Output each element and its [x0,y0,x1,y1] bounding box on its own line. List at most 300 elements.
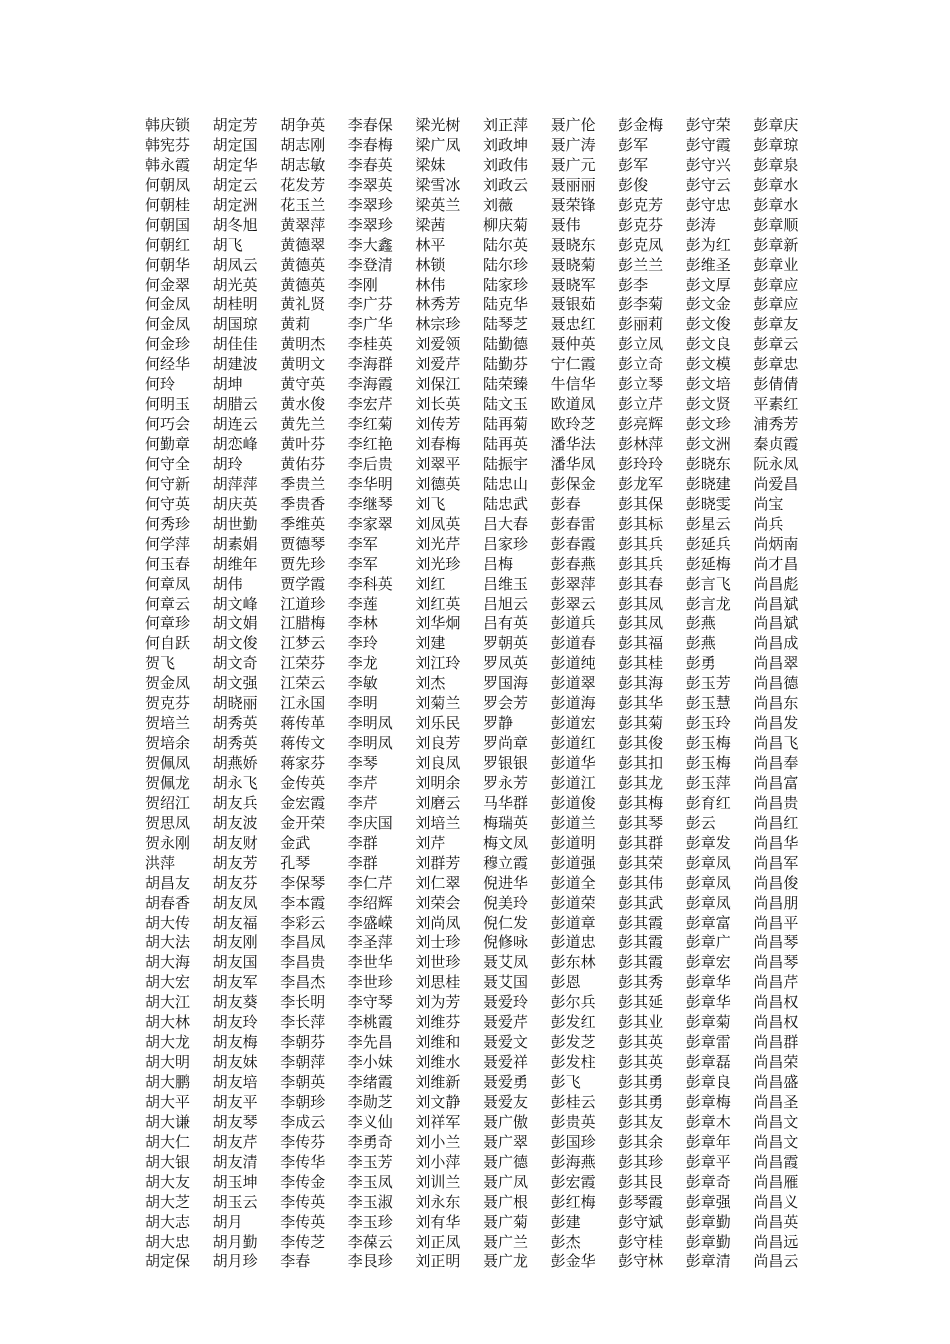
name-cell: 刘尚凤 [415,913,461,932]
name-cell: 何秀珍 [145,514,191,533]
name-cell: 林伟 [415,275,446,294]
name-cell: 尚昌发 [753,714,799,733]
name-cell: 罗朝英 [482,634,528,653]
name-cell: 彭文良 [685,335,731,354]
name-cell: 何朝华 [145,255,191,274]
name-cell: 李世珍 [347,973,393,992]
name-cell: 黄翠萍 [280,215,326,234]
name-cell: 彭其延 [618,993,664,1012]
name-cell: 尚昌云 [753,1252,799,1271]
name-cell: 彭其菊 [618,714,664,733]
name-cell: 彭章华 [685,993,731,1012]
name-cell: 彭飞 [550,1073,581,1091]
name-cell: 彭道强 [550,853,596,872]
name-cell: 彭章应 [753,275,799,294]
name-cell: 李绪霞 [347,1073,393,1091]
name-cell: 贺培余 [145,734,191,753]
name-cell: 聂广凤 [482,1172,528,1191]
name-cell: 胡昌友 [145,873,191,892]
name-cell: 陆勤德 [482,335,528,354]
name-cell: 胡定云 [212,175,258,194]
name-cell: 尚昌彪 [753,574,799,593]
name-cell: 李宏芹 [347,395,393,414]
name-cell: 聂晓东 [550,235,596,254]
name-cell: 彭其霞 [618,953,664,972]
name-cell: 刘维芬 [415,1013,461,1032]
name-cell: 李刚 [347,275,378,294]
name-cell: 梁妹 [415,155,446,174]
name-cell: 彭章琼 [753,135,799,154]
name-cell: 穆立霞 [482,853,528,872]
name-cell: 李明 [347,694,378,713]
name-cell: 李传华 [280,1152,326,1171]
name-cell: 吕维玉 [482,574,528,593]
name-cell: 黄先兰 [280,415,326,434]
name-cell: 聂爱文 [482,1033,528,1052]
name-grid [145,116,825,1272]
name-cell: 李继琴 [347,494,393,513]
name-cell: 李先昌 [347,1033,393,1052]
name-cell: 尚昌翠 [753,654,799,673]
name-cell: 彭立奇 [618,355,664,374]
name-cell: 胡友清 [212,1152,258,1171]
name-cell: 胡素娟 [212,534,258,553]
name-cell: 胡飞 [212,235,243,254]
name-cell: 蒋传文 [280,734,326,753]
name-cell: 彭维圣 [685,255,731,274]
name-cell: 刘有华 [415,1212,461,1231]
name-cell: 胡志刚 [280,135,326,154]
name-cell: 彭勇 [685,654,716,673]
name-cell: 何玲 [145,375,176,394]
name-cell: 罗静 [482,714,513,733]
name-cell: 彭守云 [685,175,731,194]
name-cell: 彭云 [685,813,716,832]
name-cell: 刘建 [415,634,446,653]
name-cell: 刘薇 [482,195,513,214]
name-cell: 林锁 [415,255,446,274]
name-cell: 刘华炯 [415,614,461,633]
name-cell: 彭恩 [550,973,581,992]
name-cell: 陆文玉 [482,395,528,414]
name-cell: 聂仲英 [550,335,596,354]
name-cell: 李明凤 [347,714,393,733]
name-cell: 胡大林 [145,1013,191,1032]
name-cell: 林秀芳 [415,295,461,314]
name-cell: 彭文洲 [685,435,731,453]
name-cell: 胡恋峰 [212,435,258,453]
name-cell: 彭晓建 [685,474,731,493]
name-cell: 彭其梅 [618,793,664,812]
name-cell: 黄明杰 [280,335,326,354]
name-cell: 贺佩凤 [145,754,191,772]
name-cell: 何经华 [145,355,191,374]
name-cell: 彭其华 [618,694,664,713]
name-cell: 何金珍 [145,335,191,354]
name-cell: 李军 [347,534,378,553]
name-cell: 李传芬 [280,1132,326,1151]
name-cell: 胡友波 [212,813,258,832]
name-cell: 陆振宇 [482,454,528,473]
name-cell: 蒋传革 [280,714,326,733]
name-cell: 胡春香 [145,893,191,912]
name-cell: 彭红梅 [550,1192,596,1211]
name-cell: 聂广伦 [550,116,596,134]
name-cell: 李春梅 [347,135,393,154]
name-cell: 刘长英 [415,395,461,414]
name-cell: 何章云 [145,594,191,613]
name-cell: 何明玉 [145,395,191,414]
name-cell: 尚昌权 [753,1013,799,1032]
name-cell: 李广芬 [347,295,393,314]
name-cell: 尚昌雁 [753,1172,799,1191]
name-cell: 胡争英 [280,116,326,134]
name-cell: 刘小兰 [415,1132,461,1151]
name-cell: 胡庆英 [212,494,258,513]
name-cell: 刘杰 [415,674,446,693]
name-cell: 彭兰兰 [618,255,664,274]
name-cell: 彭章清 [685,1252,731,1271]
name-cell: 彭克芬 [618,215,664,234]
name-cell: 聂爱芹 [482,1013,528,1032]
name-cell: 贺思凤 [145,813,191,832]
name-cell: 洪萍 [145,853,176,872]
name-cell: 陆荣臻 [482,375,528,394]
name-cell: 何金凤 [145,295,191,314]
name-cell: 黄守英 [280,375,326,394]
name-cell: 尚昌贵 [753,793,799,812]
name-cell: 何朝凤 [145,175,191,194]
name-cell: 彭章应 [753,295,799,314]
name-cell: 何朝桂 [145,195,191,214]
name-cell: 刘芹 [415,833,446,852]
name-cell: 贺金凤 [145,674,191,693]
name-cell: 彭军 [618,135,649,154]
name-cell: 李长萍 [280,1013,326,1032]
name-cell: 彭章忠 [753,355,799,374]
name-cell: 尚昌琴 [753,933,799,952]
name-cell: 黄德翠 [280,235,326,254]
name-cell: 胡文娟 [212,614,258,633]
name-cell: 胡友葵 [212,993,258,1012]
name-cell: 彭道俊 [550,793,596,812]
name-cell: 彭贵英 [550,1112,596,1131]
name-cell: 江腊梅 [280,614,326,633]
name-cell: 彭章业 [753,255,799,274]
name-cell: 胡月 [212,1212,243,1231]
name-cell: 刘光芹 [415,534,461,553]
name-cell: 韩庆锁 [145,116,191,134]
name-cell: 李玉珍 [347,1212,393,1231]
name-cell: 彭建 [550,1212,581,1231]
name-cell: 胡大志 [145,1212,191,1231]
name-cell: 彭道章 [550,913,596,932]
name-cell: 彭发芝 [550,1033,596,1052]
name-cell: 何守英 [145,494,191,513]
name-cell: 李翠珍 [347,195,393,214]
name-cell: 季贵兰 [280,474,326,493]
name-cell: 尚昌文 [753,1112,799,1131]
name-cell: 彭涛 [685,215,716,234]
name-cell: 聂艾凤 [482,953,528,972]
name-cell: 胡大忠 [145,1232,191,1251]
name-cell: 刘群芳 [415,853,461,872]
name-cell: 金开荣 [280,813,326,832]
name-cell: 刘正明 [415,1252,461,1271]
name-cell: 江荣云 [280,674,326,693]
name-cell: 刘为芳 [415,993,461,1012]
name-cell: 胡友芳 [212,853,258,872]
name-cell: 欧玲芝 [550,415,596,434]
name-cell: 彭章广 [685,933,731,952]
name-cell: 彭其荣 [618,853,664,872]
name-cell: 彭宏霞 [550,1172,596,1191]
name-cell: 倪修咏 [482,933,528,952]
name-cell: 刘凤英 [415,514,461,533]
name-cell: 彭道宏 [550,714,596,733]
name-cell: 彭章华 [685,973,731,992]
name-cell: 刘爱芹 [415,355,461,374]
name-cell: 聂爱祥 [482,1053,528,1072]
name-cell: 胡大法 [145,933,191,952]
name-cell: 彭其群 [618,833,664,852]
name-cell: 胡友培 [212,1073,258,1091]
name-cell: 贾学霞 [280,574,326,593]
name-cell: 刘小萍 [415,1152,461,1171]
name-cell: 秦贞霞 [753,435,799,453]
name-cell: 李朝萍 [280,1053,326,1072]
name-cell: 刘保江 [415,375,461,394]
name-cell: 季维英 [280,514,326,533]
name-list-page [145,116,825,1272]
name-cell: 李桃霞 [347,1013,393,1032]
name-cell: 李春保 [347,116,393,134]
name-cell: 彭其勇 [618,1092,664,1111]
name-cell: 金传英 [280,773,326,792]
name-cell: 刘世珍 [415,953,461,972]
name-cell: 彭章磊 [685,1053,731,1072]
name-cell: 彭其秀 [618,973,664,992]
name-cell: 刘磨云 [415,793,461,812]
name-cell: 孔琴 [280,853,311,872]
name-cell: 黄德英 [280,275,326,294]
name-cell: 彭章宏 [685,953,731,972]
name-cell: 何金凤 [145,315,191,334]
name-cell: 李群 [347,833,378,852]
name-cell: 彭玉梅 [685,734,731,753]
name-cell: 韩宪芬 [145,135,191,154]
name-cell: 贺飞 [145,654,176,673]
name-cell: 彭其春 [618,574,664,593]
name-cell: 李明凤 [347,734,393,753]
name-cell: 彭玉梅 [685,754,731,772]
name-cell: 彭文培 [685,375,731,394]
name-cell: 吕有英 [482,614,528,633]
name-cell: 胡定国 [212,135,258,154]
name-cell: 刘传芳 [415,415,461,434]
name-cell: 李保琴 [280,873,326,892]
name-cell: 彭育红 [685,793,731,812]
name-cell: 聂广涛 [550,135,596,154]
name-cell: 梁光树 [415,116,461,134]
name-cell: 李传芝 [280,1232,326,1251]
name-cell: 胡大芝 [145,1192,191,1211]
name-cell: 胡友国 [212,953,258,972]
name-cell: 李义仙 [347,1112,393,1131]
name-cell: 胡萍萍 [212,474,258,493]
name-cell: 聂广元 [550,155,596,174]
name-cell: 胡友刚 [212,933,258,952]
name-cell: 尚昌华 [753,833,799,852]
name-cell: 彭章富 [685,913,731,932]
name-cell: 彭文珍 [685,415,731,434]
name-cell: 李广华 [347,315,393,334]
name-cell: 胡世勤 [212,514,258,533]
name-cell: 刘训兰 [415,1172,461,1191]
name-cell: 林平 [415,235,446,254]
name-cell: 聂广德 [482,1152,528,1171]
name-cell: 彭立凤 [618,335,664,354]
name-cell: 彭其艮 [618,1172,664,1191]
name-cell: 李昌杰 [280,973,326,992]
name-cell: 彭海燕 [550,1152,596,1171]
name-cell: 贺克芬 [145,694,191,713]
name-cell: 李翠英 [347,175,393,194]
name-cell: 黄礼贤 [280,295,326,314]
name-cell: 彭立琴 [618,375,664,394]
name-cell: 彭丽莉 [618,315,664,334]
name-cell: 彭章良 [685,1073,731,1091]
name-cell: 胡定华 [212,155,258,174]
name-cell: 聂荣锋 [550,195,596,214]
name-cell: 李翠珍 [347,215,393,234]
name-cell: 彭道全 [550,873,596,892]
name-cell: 胡友兵 [212,793,258,812]
name-cell: 胡友财 [212,833,258,852]
name-cell: 彭翠萍 [550,574,596,593]
name-cell: 彭琴霞 [618,1192,664,1211]
name-cell: 梁雪冰 [415,175,461,194]
name-cell: 胡定保 [145,1252,191,1271]
name-cell: 陆家珍 [482,275,528,294]
name-cell: 彭保金 [550,474,596,493]
name-cell: 尚昌飞 [753,734,799,753]
name-cell: 胡连云 [212,415,258,434]
name-cell: 胡燕娇 [212,754,258,772]
name-cell: 彭金华 [550,1252,596,1271]
name-cell: 彭章木 [685,1112,731,1131]
name-cell: 刘良芳 [415,734,461,753]
name-cell: 潘华法 [550,435,596,453]
name-cell: 刘文静 [415,1092,461,1111]
name-cell: 李海霞 [347,375,393,394]
name-cell: 彭章新 [753,235,799,254]
name-cell: 何章珍 [145,614,191,633]
name-cell: 季贵香 [280,494,326,513]
name-cell: 何守新 [145,474,191,493]
name-cell: 梁广凤 [415,135,461,154]
name-cell: 贺佩龙 [145,773,191,792]
name-cell: 刘红英 [415,594,461,613]
name-cell: 聂广翠 [482,1132,528,1151]
name-cell: 何学萍 [145,534,191,553]
name-cell: 彭晓雯 [685,494,731,513]
name-cell: 柳庆菊 [482,215,528,234]
name-cell: 刘祥军 [415,1112,461,1131]
name-cell: 胡友芹 [212,1132,258,1151]
name-cell: 尚昌红 [753,813,799,832]
name-cell: 刘江玲 [415,654,461,673]
name-cell: 尚炳南 [753,534,799,553]
name-cell: 李春 [280,1252,311,1271]
name-cell: 彭国珍 [550,1132,596,1151]
name-cell: 彭其桂 [618,654,664,673]
name-cell: 彭发红 [550,1013,596,1032]
name-cell: 吕梅 [482,554,513,573]
name-cell: 胡永飞 [212,773,258,792]
name-cell: 罗凤英 [482,654,528,673]
name-cell: 彭章凤 [685,873,731,892]
name-cell: 牛信华 [550,375,596,394]
name-cell: 李朝芬 [280,1033,326,1052]
name-cell: 陆勤芬 [482,355,528,374]
name-cell: 彭翠云 [550,594,596,613]
name-cell: 胡玉云 [212,1192,258,1211]
name-cell: 李玉淑 [347,1192,393,1211]
name-cell: 彭言龙 [685,594,731,613]
name-cell: 彭倩倩 [753,375,799,394]
name-cell: 彭章平 [685,1152,731,1171]
name-cell: 何玉春 [145,554,191,573]
name-cell: 彭尔兵 [550,993,596,1012]
name-cell: 彭亮辉 [618,415,664,434]
name-cell: 江永国 [280,694,326,713]
name-cell: 刘政云 [482,175,528,194]
name-cell: 彭章庆 [753,116,799,134]
name-cell: 彭其俊 [618,734,664,753]
name-cell: 胡大平 [145,1092,191,1111]
name-cell: 彭道兰 [550,813,596,832]
name-cell: 胡志敏 [280,155,326,174]
name-cell: 彭其伟 [618,873,664,892]
name-cell: 黄莉 [280,315,311,334]
name-cell: 胡大明 [145,1053,191,1072]
name-cell: 胡月勤 [212,1232,258,1251]
name-cell: 何勤章 [145,435,191,453]
name-cell: 黄水俊 [280,395,326,414]
name-cell: 聂银茹 [550,295,596,314]
name-cell: 李仁芹 [347,873,393,892]
name-cell: 彭章友 [753,315,799,334]
name-cell: 何朝国 [145,215,191,234]
name-cell: 彭章勤 [685,1212,731,1231]
name-cell: 黄明文 [280,355,326,374]
name-cell: 刘永东 [415,1192,461,1211]
name-cell: 胡坤 [212,375,243,394]
name-cell: 李红艳 [347,435,393,453]
name-cell: 李庆国 [347,813,393,832]
name-cell: 彭章年 [685,1132,731,1151]
name-cell: 尚昌俊 [753,873,799,892]
name-cell: 彭杰 [550,1232,581,1251]
name-cell: 浦秀芳 [753,415,799,434]
name-cell: 彭其英 [618,1033,664,1052]
name-cell: 胡大银 [145,1152,191,1171]
name-cell: 陆忠山 [482,474,528,493]
name-cell: 彭林萍 [618,435,664,453]
name-cell: 李群 [347,853,378,872]
name-cell: 陆琴芝 [482,315,528,334]
